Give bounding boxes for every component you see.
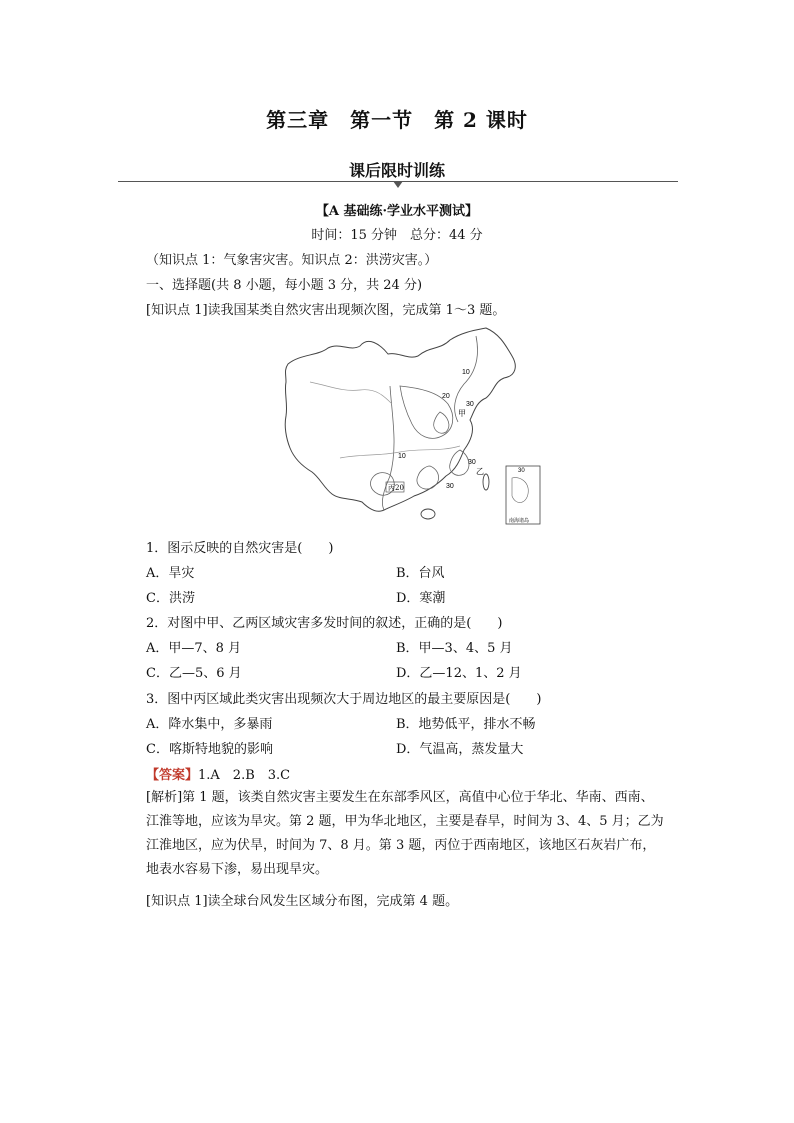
- answer-tag: 【答案】: [146, 768, 199, 783]
- contour-label: 10: [462, 369, 470, 376]
- question-3-option-c: C．喀斯特地貌的影响: [146, 742, 273, 757]
- contour-label: 20: [442, 393, 450, 400]
- question-3-option-b: B．地势低平，排水不畅: [396, 717, 536, 732]
- analysis-paragraph: [解析]第 1 题，该类自然灾害主要发生在东部季风区，高值中心位于华北、华南、西南、江淮等地，应该为旱灾。第 2 题，甲为华北地区，主要是春旱，时间为 3、4、5 月；乙为江淮地区，应为伏旱，时间为 7、8 月。第 3 题，丙位于西南地区，该地区石灰岩广布，地表水容易下渗，易出现旱灾。: [146, 790, 664, 877]
- question-1-stem: 1．图示反映的自然灾害是( ): [146, 541, 334, 556]
- contour-label: 30: [518, 468, 525, 474]
- contour-label: 30: [446, 483, 454, 490]
- question-1-option-a: A．旱灾: [146, 566, 195, 581]
- china-disaster-frequency-map: [280, 326, 530, 526]
- hainan-island: [421, 509, 435, 519]
- answer-line: [146, 764, 290, 783]
- question-3-stem: 3．图中丙区域此类灾害出现频次大于周边地区的最主要原因是( ): [146, 692, 542, 707]
- time-info: 时间：15 分钟 总分：44 分: [311, 228, 483, 243]
- knowledge-points: （知识点 1：气象害灾害。知识点 2：洪涝灾害。）: [146, 253, 438, 268]
- region-label-yi: 乙: [476, 467, 484, 476]
- inset-label: 南海诸岛: [509, 518, 530, 524]
- contour-line: [417, 466, 439, 489]
- contour-label: 30: [468, 459, 476, 466]
- answer-text: 1.A 2.B 3.C: [198, 768, 291, 783]
- next-question-intro: [知识点 1]读全球台风发生区域分布图，完成第 4 题。: [146, 894, 459, 909]
- river-line: [310, 382, 392, 404]
- question-2-option-c: C．乙—5、6 月: [146, 666, 242, 681]
- question-1-option-d: D．寒潮: [396, 591, 446, 606]
- divider-marker-icon: [393, 181, 403, 188]
- region-label-bing: 丙20: [388, 484, 404, 492]
- taiwan-island: [483, 474, 489, 490]
- question-intro: [知识点 1]读我国某类自然灾害出现频次图，完成第 1～3 题。: [146, 303, 506, 318]
- south-china-sea-inset: [506, 466, 540, 524]
- question-2-stem: 2．对图中甲、乙两区域灾害多发时间的叙述，正确的是( ): [146, 616, 503, 631]
- page-subtitle: 课后限时训练: [348, 161, 445, 180]
- contour-line: [434, 412, 449, 433]
- question-3-option-d: D．气温高，蒸发量大: [396, 742, 524, 757]
- question-1-option-c: C．洪涝: [146, 591, 195, 606]
- section-label: 【A 基础练·学业水平测试】: [315, 204, 479, 219]
- region-label-jia: 甲: [458, 409, 466, 418]
- contour-line: [450, 450, 469, 475]
- question-2-option-a: A．甲—7、8 月: [146, 641, 242, 656]
- question-1-option-b: B．台风: [396, 566, 445, 581]
- part-title: 一、选择题(共 8 小题，每小题 3 分，共 24 分): [146, 278, 423, 293]
- contour-label: 30: [466, 401, 474, 408]
- question-3-option-a: A．降水集中，多暴雨: [146, 717, 273, 732]
- page-title: 第三章 第一节 第 2 课时: [266, 108, 528, 132]
- question-2-option-d: D．乙—12、1、2 月: [396, 666, 522, 681]
- question-2-option-b: B．甲—3、4、5 月: [396, 641, 513, 656]
- contour-label: 10: [398, 453, 406, 460]
